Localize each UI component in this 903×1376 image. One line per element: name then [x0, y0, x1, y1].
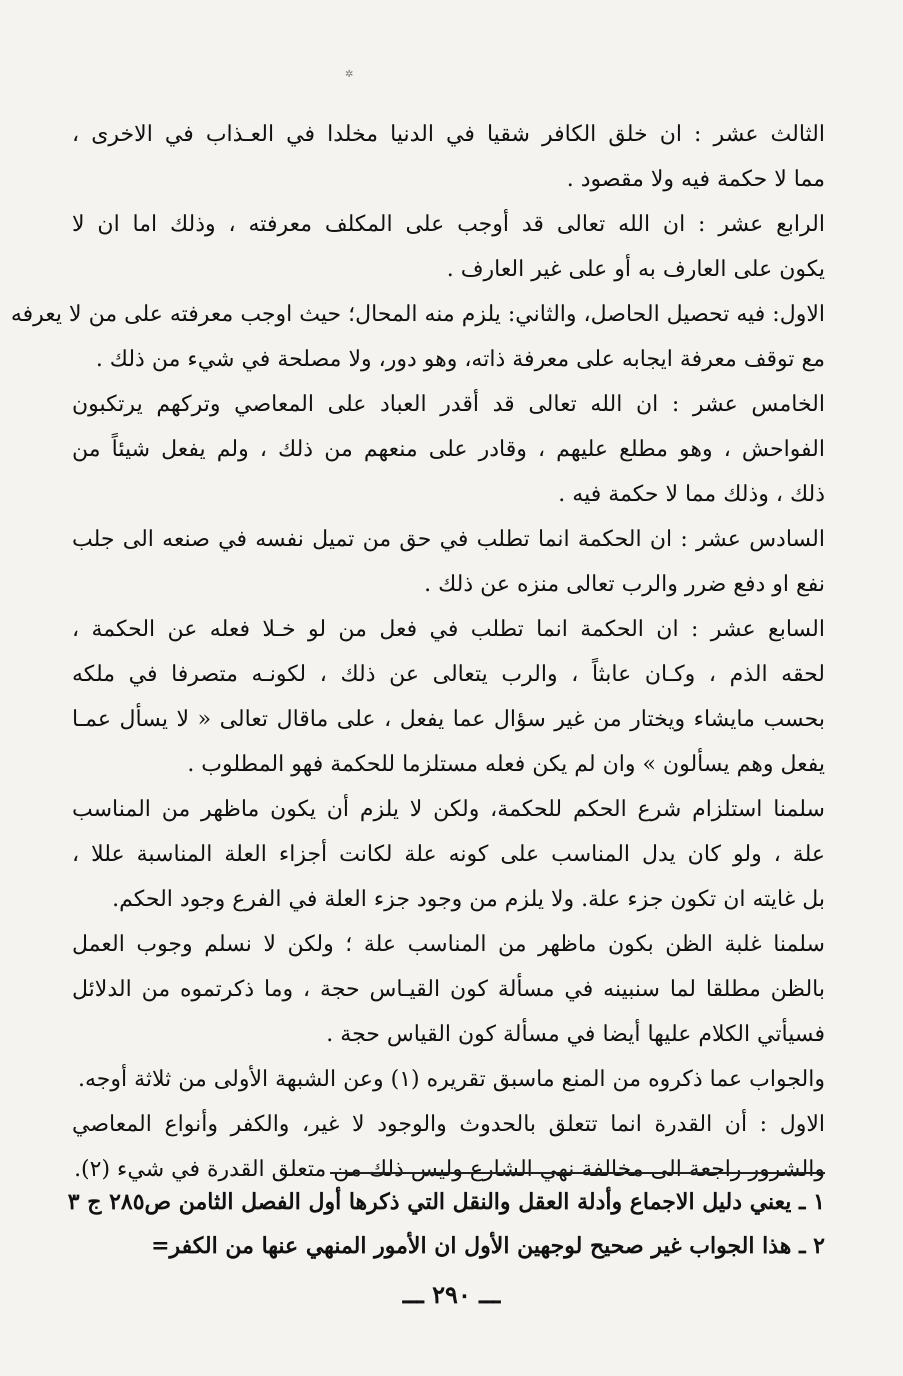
text-line: الرابع عشر : ان الله تعالى قد أوجب على المكلف معرفته ، وذلك اما ان لا	[72, 212, 825, 237]
paragraph	[72, 1057, 825, 1102]
text-line: بالظن مطلقا لما سنبينه في مسألة كون القيـاس حجة ، وما ذكرتموه من الدلائل	[72, 977, 825, 1002]
text-line: يفعل وهم يسألون » وان لم يكن فعله مستلزما للحكمة فهو المطلوب .	[187, 752, 825, 777]
text-line: الاول: فيه تحصيل الحاصل، والثاني: يلزم منه المحال؛ حيث اوجب معرفته على من لا يعرفه	[10, 302, 825, 327]
text-line: السادس عشر : ان الحكمة انما تطلب في حق من تميل نفسه في صنعه الى جلب	[72, 527, 825, 552]
text-line: السابع عشر : ان الحكمة انما تطلب في فعل من لو خـلا فعله عن الحكمة ،	[72, 617, 825, 642]
paragraph	[72, 382, 825, 517]
text-line: ذلك ، وذلك مما لا حكمة فيه .	[558, 482, 825, 507]
text-line: علة ، ولو كان يدل المناسب على كونه علة لكانت أجزاء العلة المناسبة عللا ،	[72, 842, 825, 867]
text-line: الثالث عشر : ان خلق الكافر شقيا في الدنيا مخلدا في العـذاب في الاخرى ،	[72, 122, 825, 147]
page-number: ـــ ٢٩٠ ـــ	[402, 1280, 501, 1309]
text-line: لحقه الذم ، وكـان عابثاً ، والرب يتعالى عن ذلك ، لكونـه متصرفا في ملكه	[72, 662, 825, 687]
print-speck: ✲	[345, 69, 354, 80]
text-line: مما لا حكمة فيه ولا مقصود .	[566, 167, 825, 192]
text-line: الخامس عشر : ان الله تعالى قد أقدر العباد على المعاصي وتركهم يرتكبون	[72, 392, 825, 417]
paragraph	[10, 292, 825, 382]
text-line: سلمنا غلبة الظن بكون ماظهر من المناسب علة ؛ ولكن لا نسلم وجوب العمل	[72, 932, 825, 957]
text-line: سلمنا استلزام شرع الحكم للحكمة، ولكن لا يلزم أن يكون ماظهر من المناسب	[72, 797, 825, 822]
paragraph	[72, 112, 825, 202]
paragraph	[72, 607, 825, 787]
text-line: مع توقف معرفة ايجابه على معرفة ذاته، وهو دور، ولا مصلحة في شيء من ذلك .	[95, 347, 825, 372]
footnote-rule	[330, 1172, 825, 1174]
text-line: الفواحش ، وهو مطلع عليهم ، وقادر على منعهم من ذلك ، ولم يفعل شيئاً من	[72, 437, 825, 462]
paragraph	[72, 922, 825, 1057]
text-line: الاول : أن القدرة انما تتعلق بالحدوث والوجود لا غير، والكفر وأنواع المعاصي	[72, 1112, 825, 1137]
text-line: بل غايته ان تكون جزء علة. ولا يلزم من وجود جزء العلة في الفرع وجود الحكم.	[112, 887, 825, 912]
text-line: بحسب مايشاء ويختار من غير سؤال عما يفعل ، على ماقال تعالى « لا يسأل عمـا	[72, 707, 825, 732]
paragraph	[72, 1102, 825, 1192]
text-line: فسيأتي الكلام عليها أيضا في مسألة كون القياس حجة .	[326, 1022, 825, 1047]
main-text	[10, 112, 825, 1192]
text-line: والشرور راجعة الى مخالفة نهي الشارع وليس ذلك من متعلق القدرة في شيء (٢).	[74, 1157, 825, 1182]
footnote-line: ٢ ـ هذا الجواب غير صحيح لوجهين الأول ان الأمور المنهي عنها من الكفر=	[151, 1233, 825, 1259]
paragraph	[72, 517, 825, 607]
footnote-line: ١ ـ يعني دليل الاجماع وأدلة العقل والنقل التي ذكرها أول الفصل الثامن ص٢٨٥ ج ٣	[67, 1189, 825, 1215]
text-line: نفع او دفع ضرر والرب تعالى منزه عن ذلك .	[424, 572, 825, 597]
text-line: والجواب عما ذكروه من المنع ماسبق تقريره (١) وعن الشبهة الأولى من ثلاثة أوجه.	[77, 1067, 825, 1092]
footnotes	[67, 1180, 825, 1268]
text-line: يكون على العارف به أو على غير العارف .	[446, 257, 825, 282]
paragraph	[72, 787, 825, 922]
paragraph	[72, 202, 825, 292]
